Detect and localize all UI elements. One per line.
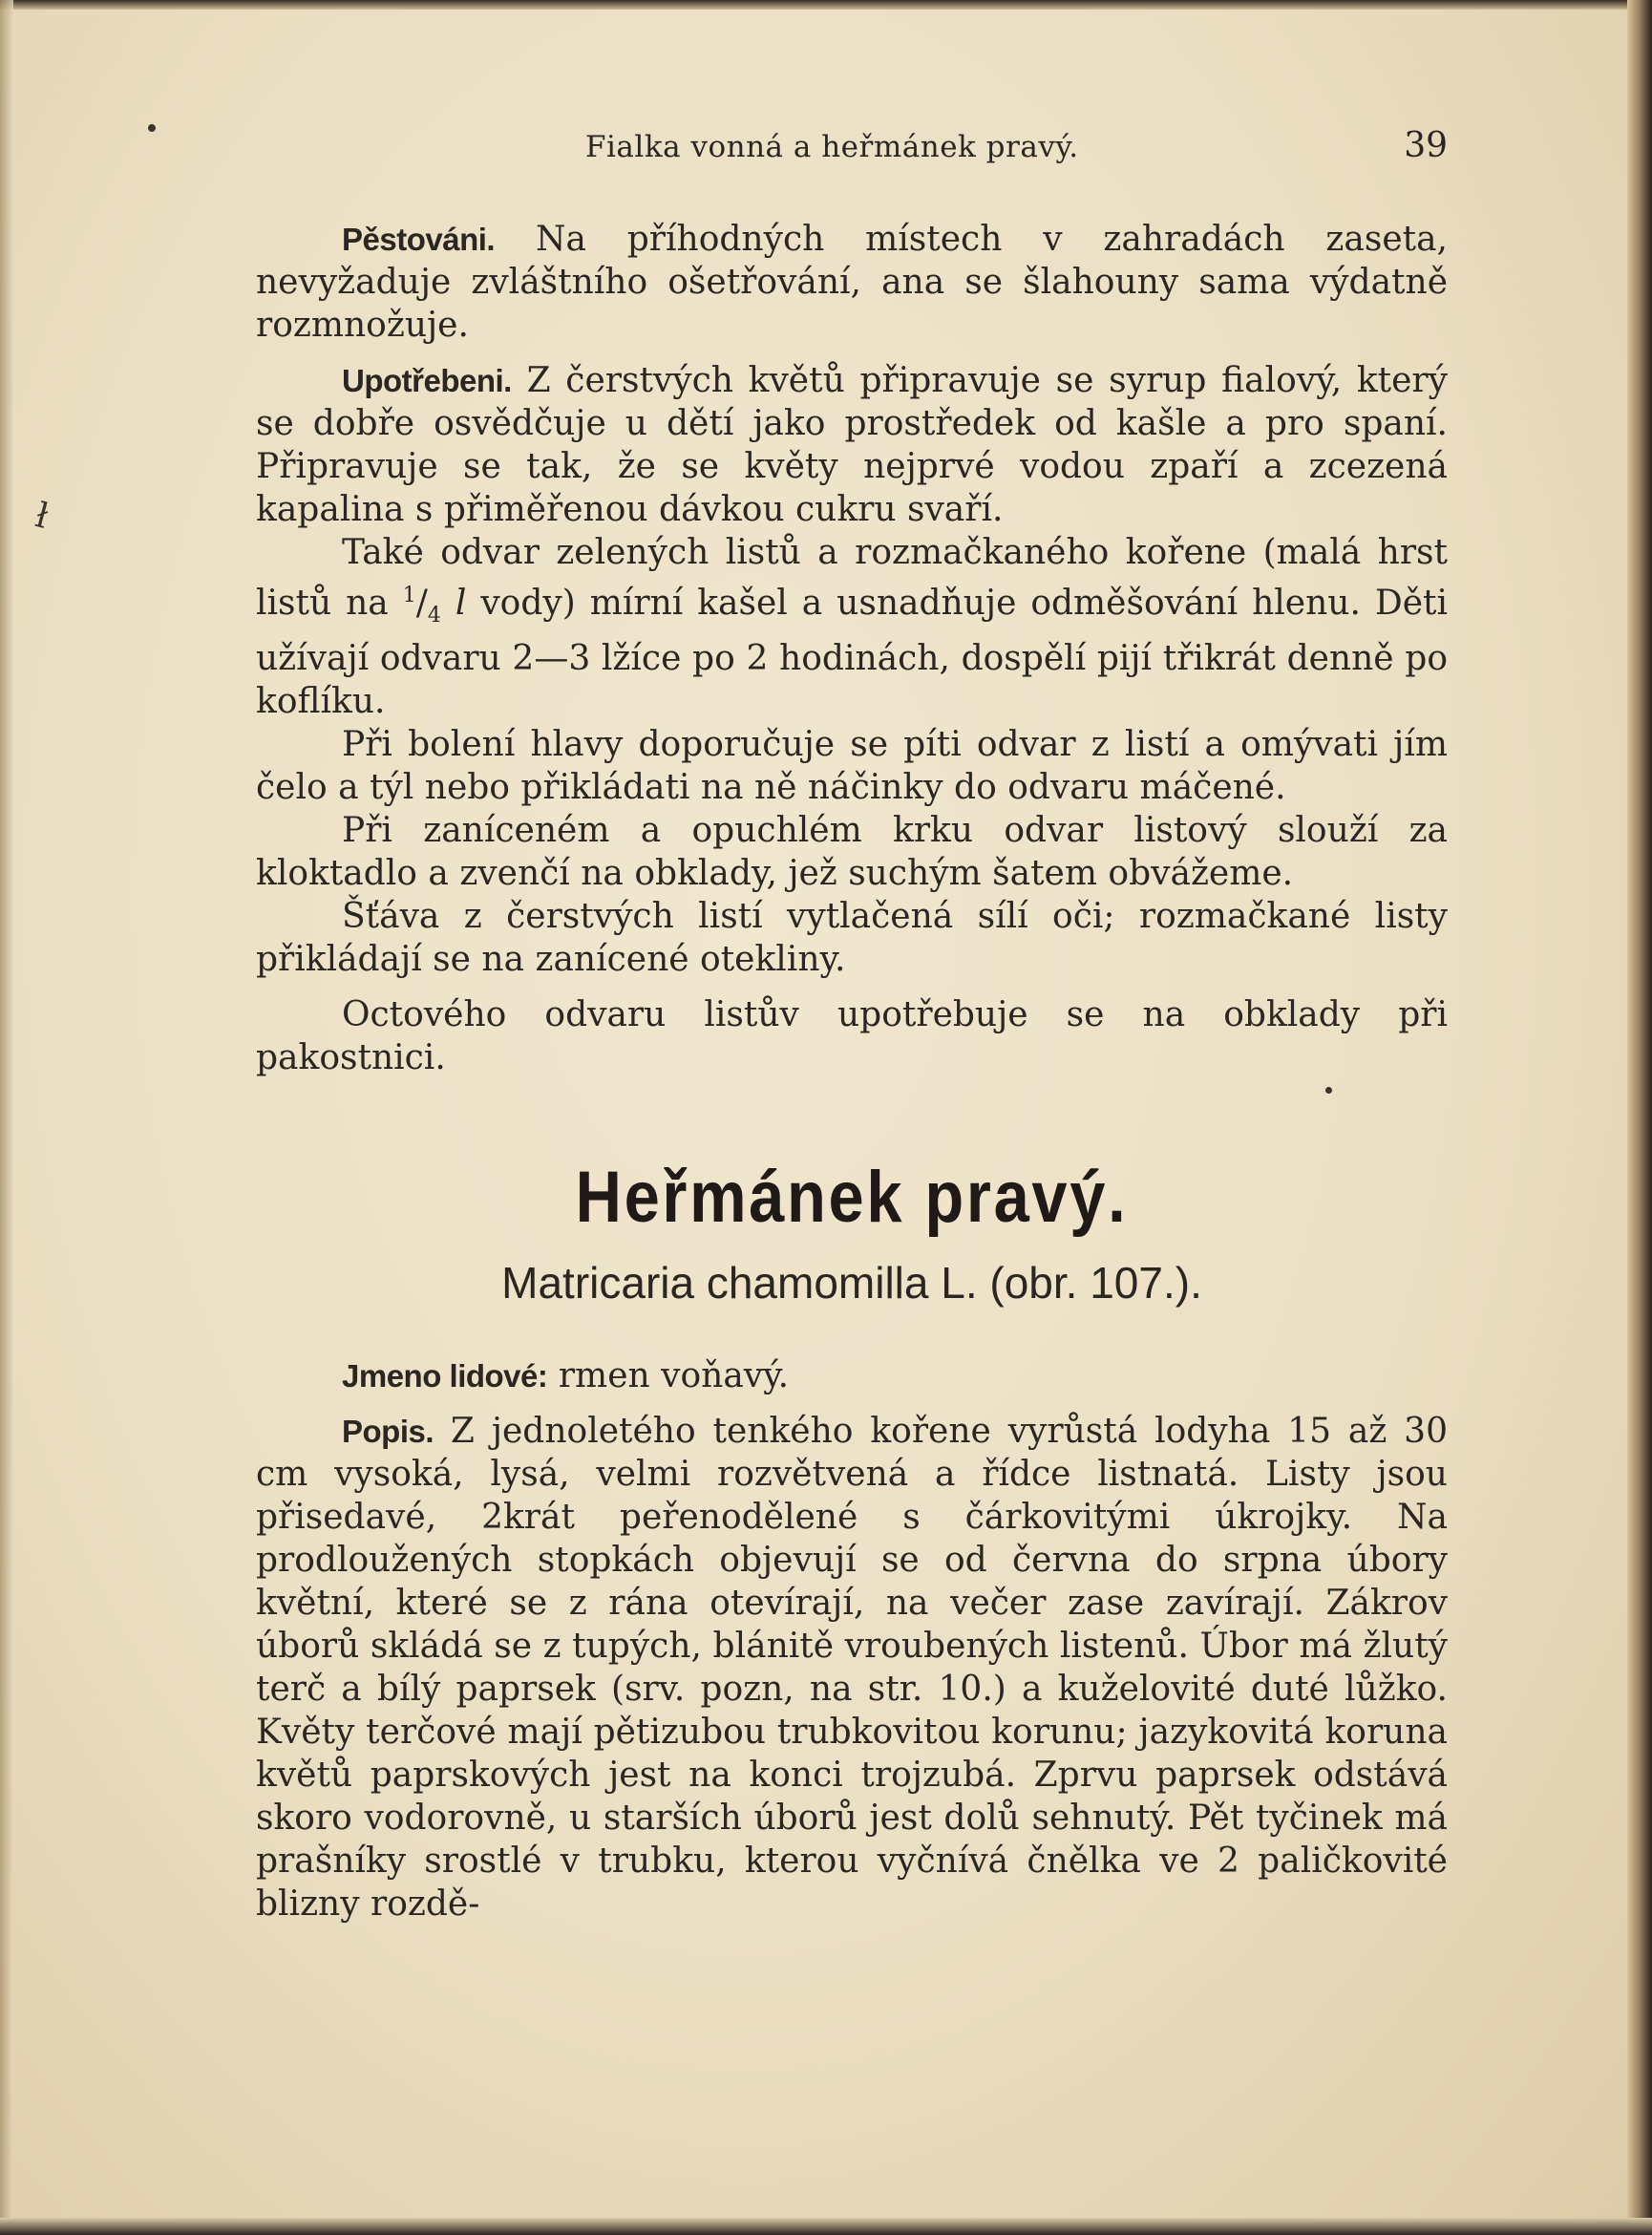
running-title: Fialka vonná a heřmánek pravý.	[585, 130, 1079, 164]
lead-usage: Upotřebeni.	[342, 363, 512, 398]
violet-section-text	[256, 218, 1448, 1079]
text-cultivation: Na příhodných místech v zahradách zaseta, nevyžaduje zvláštního ošetřování, ana se šlahouny sama výdatně rozmnožuje.	[256, 220, 1448, 345]
page-edge-top	[0, 0, 1652, 10]
lead-description: Popis.	[342, 1414, 434, 1449]
lead-cultivation: Pěstováni.	[342, 222, 496, 257]
lead-folk-name: Jmeno lidové:	[342, 1358, 548, 1394]
fraction-numerator: 1	[402, 584, 416, 607]
paragraph-folk-name	[256, 1354, 1448, 1397]
text-cough-end: vody) mírní kašel a usnadňuje odměšování hlenu. Děti užívají odvaru 2—3 lžíce po 2 hodinách, dospělí pijí třikrát denně po koflíku.	[256, 584, 1449, 722]
chamomile-section-text	[256, 1354, 1448, 1926]
ink-speck	[148, 124, 156, 132]
ink-speck	[1325, 1087, 1332, 1094]
page-edge-right	[1627, 0, 1652, 2235]
unit-litre: l	[455, 584, 467, 623]
margin-mark: ł	[31, 496, 53, 537]
page-header	[256, 126, 1448, 174]
text-cough-start: Také odvar zelených listů a rozmačkaného kořene (malá hrst listů na	[256, 533, 1448, 623]
text-usage: Z čerstvých květů připravuje se syrup fialový, který se dobře osvědčuje u dětí jako prostředek od kašle a pro spaní. Připravuje se tak, že se květy nejprvé vodou zpaří a zcezená kapalina s přiměřenou dávkou cukru svaří.	[256, 361, 1448, 529]
paragraph-usage	[256, 359, 1448, 531]
paragraph-juice	[256, 895, 1448, 981]
paragraph-vinegar	[256, 993, 1448, 1079]
paragraph-cultivation	[256, 218, 1448, 347]
fraction-denominator: 4	[427, 604, 441, 628]
text-throat: Při zaníceném a opuchlém krku odvar listový slouží za kloktadlo a zvenčí na obklady, jež suchým šatem obvážeme.	[256, 811, 1448, 894]
page-edge-left	[0, 0, 13, 2235]
page-edge-bottom	[0, 2218, 1652, 2235]
text-description: Z jednoletého tenkého kořene vyrůstá lodyha 15 až 30 cm vysoká, lysá, velmi rozvětvená a řídce listnatá. Listy jsou přisedavé, 2krát peřenodělené s čárkovitými úkrojky. Na prodloužených stopkách objevují se od června do srpna úbory květní, které se z rána otevírají, na večer zase zavírají. Zákrov úborů skládá se z tupých, blánitě vroubených listenů. Úbor má žlutý terč a bílý paprsek (srv. pozn, na str. 10.) a kuželovité duté lůžko. Květy terčové mají pětizubou trubkovitou korunu; jazykovitá koruna květů paprskových jest na konci trojzubá. Zprvu paprsek odstává skoro vodorovně, u starších úborů jest dolů sehnutý. Pět tyčinek má prašníky srostlé v trubku, kterou vyčnívá čnělka ve 2 paličkovité blizny rozdě-	[256, 1412, 1448, 1924]
page-number: 39	[1404, 126, 1448, 165]
paragraph-headache	[256, 723, 1448, 809]
paragraph-description	[256, 1410, 1448, 1926]
paragraph-cough	[256, 531, 1448, 723]
paragraph-throat	[256, 809, 1448, 895]
section-title: Heřmánek pravý.	[575, 1157, 1129, 1238]
text-vinegar: Octového odvaru listův upotřebuje se na obklady při pakostnici.	[256, 995, 1448, 1078]
text-juice: Šťáva z čerstvých listí vytlačená sílí oči; rozmačkané listy přikládají se na zanícené otekliny.	[256, 897, 1448, 980]
text-folk-name: rmen voňavý.	[558, 1356, 790, 1395]
section-subtitle: Matricaria chamomilla L. (obr. 107.).	[501, 1258, 1202, 1308]
text-headache: Při bolení hlavy doporučuje se píti odvar z listí a omývati jím čelo a týl nebo přikládati na ně náčinky do odvaru máčené.	[256, 725, 1448, 808]
fraction-quarter: $^1/_4$	[402, 584, 441, 628]
